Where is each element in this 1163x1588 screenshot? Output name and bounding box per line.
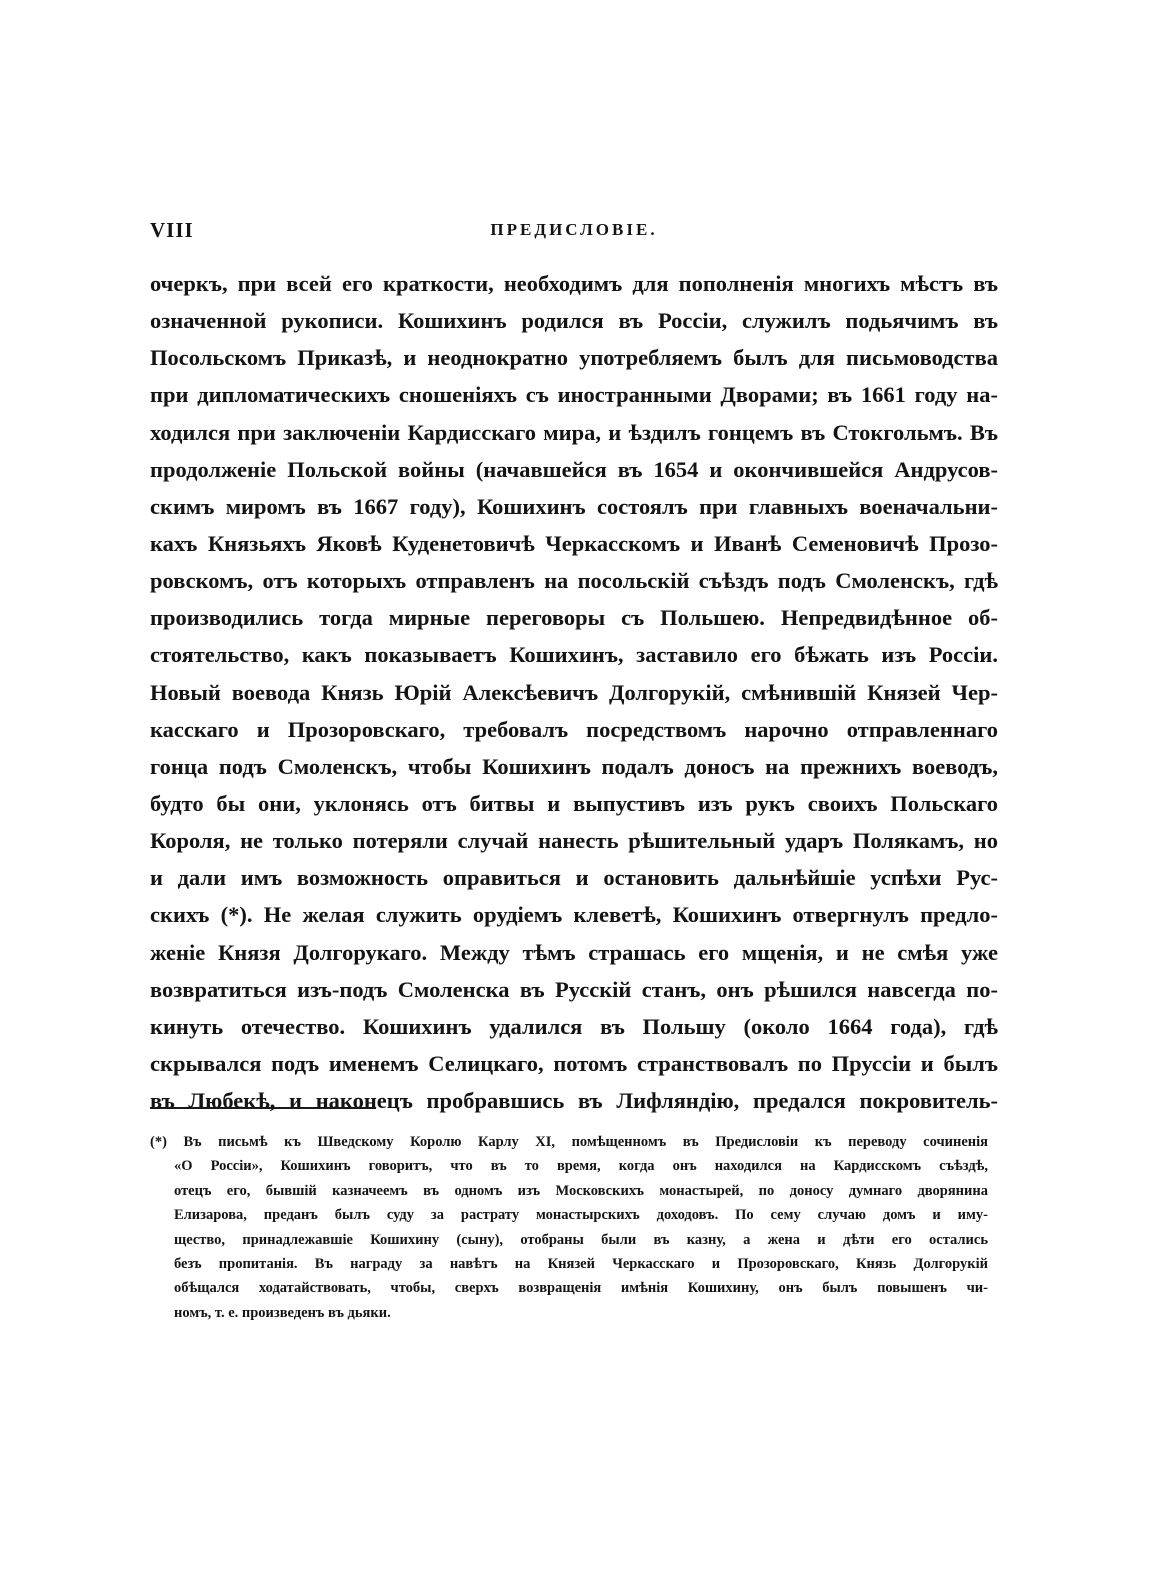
footnote-line: «О Россіи», Кошихинъ говоритъ, что въ то время, когда онъ находился на Кардисскомъ съѣздѣ, xyxy=(174,1158,988,1175)
page-number: VIII xyxy=(150,218,194,242)
text-line: кахъ Князьяхъ Яковѣ Куденетовичѣ Черкасскомъ и Иванѣ Семеновичѣ Прозо- xyxy=(150,530,998,556)
text-line: очеркъ, при всей его краткости, необходимъ для пополненія многихъ мѣстъ въ xyxy=(150,271,998,296)
footnote-line: (*) Въ письмѣ къ Шведскому Королю Карлу XI, помѣщенномъ въ Предисловіи къ переводу сочиненія xyxy=(150,1134,988,1150)
text-line: ровскомъ, отъ которыхъ отправленъ на посольскій съѣздъ подъ Смоленскъ, гдѣ xyxy=(150,568,998,594)
text-line: при дипломатическихъ сношеніяхъ съ иностранными Дворами; въ 1661 году на- xyxy=(150,382,998,408)
text-line: гонца подъ Смоленскъ, чтобы Кошихинъ подалъ доносъ на прежнихъ воеводъ, xyxy=(150,753,998,779)
text-line: женіе Князя Долгорукаго. Между тѣмъ страшась его мщенія, и не смѣя уже xyxy=(150,939,998,965)
text-line: Короля, не только потеряли случай нанесть рѣшительный ударъ Полякамъ, но xyxy=(150,828,998,854)
text-line: возвратиться изъ-подъ Смоленска въ Русскій станъ, онъ рѣшился навсегда по- xyxy=(150,976,998,1002)
footnote-line: Елизарова, преданъ былъ суду за растрату монастырскихъ доходовъ. По сему случаю домъ и иму- xyxy=(174,1207,988,1224)
text-line: ходился при заключеніи Кардисскаго мира, и ѣздилъ гонцемъ въ Стокгольмъ. Въ xyxy=(150,419,998,445)
footnote-line: номъ, т. е. произведенъ въ дьяки. xyxy=(174,1304,391,1321)
text-line: Посольскомъ Приказѣ, и неоднократно употребляемъ былъ для письмоводства xyxy=(150,345,998,371)
footnote-divider xyxy=(150,1107,376,1109)
text-line: скрывался подъ именемъ Селицкаго, потомъ странствовалъ по Пруссіи и былъ xyxy=(150,1050,998,1076)
text-line: производились тогда мирные переговоры съ Польшею. Непредвидѣнное об- xyxy=(150,605,998,631)
text-line: продолженіе Польской войны (начавшейся въ 1654 и окончившейся Андрусов- xyxy=(150,456,998,482)
text-line: скихъ (*). Не желая служить орудіемъ клеветѣ, Кошихинъ отвергнулъ предло- xyxy=(150,902,998,928)
main-text xyxy=(150,265,998,1119)
running-title: ПРЕДИСЛОВІЕ. xyxy=(490,220,658,239)
text-line: стоятельство, какъ показываетъ Кошихинъ, заставило его бѣжать изъ Россіи. xyxy=(150,642,998,668)
text-line: Новый воевода Князь Юрій Алексѣевичъ Долгорукій, смѣнившій Князей Чер- xyxy=(150,679,998,705)
text-line: и дали имъ возможность оправиться и остановить дальнѣйшіе успѣхи Рус- xyxy=(150,865,998,891)
text-line: будто бы они, уклонясь отъ битвы и выпустивъ изъ рукъ своихъ Польскаго xyxy=(150,790,998,816)
footnote-line: щество, принадлежавшіе Кошихину (сыну), отобраны были въ казну, а жена и дѣти его остались xyxy=(174,1231,988,1248)
text-line: касскаго и Прозоровскаго, требовалъ посредствомъ нарочно отправленнаго xyxy=(150,716,998,742)
text-line: кинуть отечество. Кошихинъ удалился въ Польшу (около 1664 года), гдѣ xyxy=(150,1013,998,1039)
footnote-line: обѣщался ходатайствовать, чтобы, сверхъ возвращенія имѣнія Кошихину, онъ былъ повышенъ чи- xyxy=(174,1280,988,1297)
footnote xyxy=(150,1130,988,1325)
page-header xyxy=(150,218,998,248)
footnote-line: отецъ его, бывшій казначеемъ въ одномъ изъ Московскихъ монастырей, по доносу думнаго дворянина xyxy=(174,1182,988,1199)
text-line: означенной рукописи. Кошихинъ родился въ Россіи, служилъ подьячимъ въ xyxy=(150,308,998,334)
text-line: въ Любекѣ, и наконецъ пробравшись въ Лифляндію, предался покровитель- xyxy=(150,1088,998,1114)
text-line: скимъ миромъ въ 1667 году), Кошихинъ состоялъ при главныхъ военачальни- xyxy=(150,493,998,519)
footnote-line: безъ пропитанія. Въ награду за навѣтъ на Князей Черкасскаго и Прозоровскаго, Князь Долгорукій xyxy=(174,1255,988,1272)
